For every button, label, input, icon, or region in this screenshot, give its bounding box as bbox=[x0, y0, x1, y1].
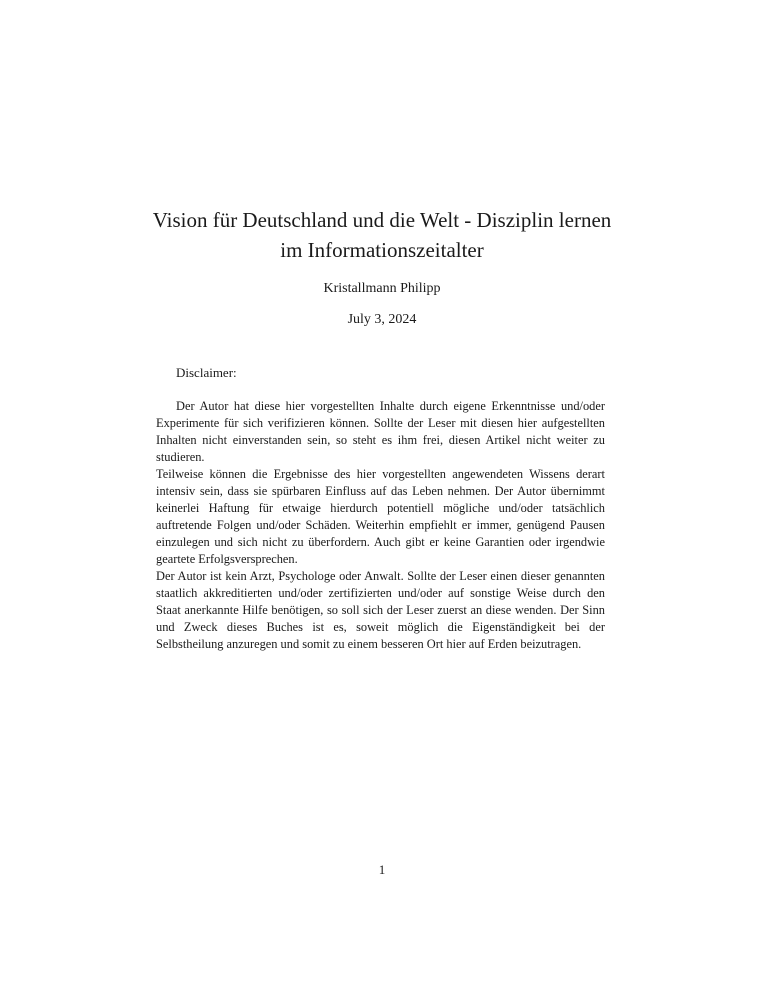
paragraph: Der Autor ist kein Arzt, Psychologe oder Anwalt. Sollte der Leser einen dieser genannten staatlich akkreditierten und/oder zertifizierten und/oder auf sonstige Weise durch den Staat anerkannte Hilfe benötigen, so soll sich der Leser zuerst an diese wenden. Der Sinn und Zweck dieses Buches ist es, soweit möglich die Eigenständigkeit bei der Selbstheilung anzuregen und somit zu einem besseren Ort hier auf Erden beizutragen. bbox=[156, 569, 605, 651]
document-title: Vision für Deutschland und die Welt - Disziplin lernen im Informationszeitalter bbox=[152, 208, 612, 262]
paragraph: Der Autor hat diese hier vorgestellten Inhalte durch eigene Erkenntnisse und/oder Experimente für sich verifizieren können. Sollte der Leser mit diesen hier aufgestellten Inhalten nicht einverstanden sein, so steht es ihm frei, diesen Artikel nicht weiter zu studieren. bbox=[156, 399, 605, 464]
disclaimer-body bbox=[156, 398, 605, 653]
disclaimer-heading: Disclaimer: bbox=[176, 365, 237, 380]
author-name: Kristallmann Philipp bbox=[323, 281, 441, 296]
page-number: 1 bbox=[378, 862, 386, 877]
document-date: July 3, 2024 bbox=[347, 312, 417, 327]
paragraph: Teilweise können die Ergebnisse des hier vorgestellten angewendeten Wissens derart intensiv sein, dass sie spürbaren Einfluss auf das Leben nehmen. Der Autor übernimmt keinerlei Haftung für etwaige hierdurch potentiell mögliche und/oder tatsächlich auftretende Folgen und/oder Schäden. Weiterhin empfiehlt er immer, genügend Pausen einzulegen und sich nicht zu überfordern. Auch gibt er keine Garantien oder irgendwie geartete Erfolgsversprechen. bbox=[156, 467, 605, 566]
